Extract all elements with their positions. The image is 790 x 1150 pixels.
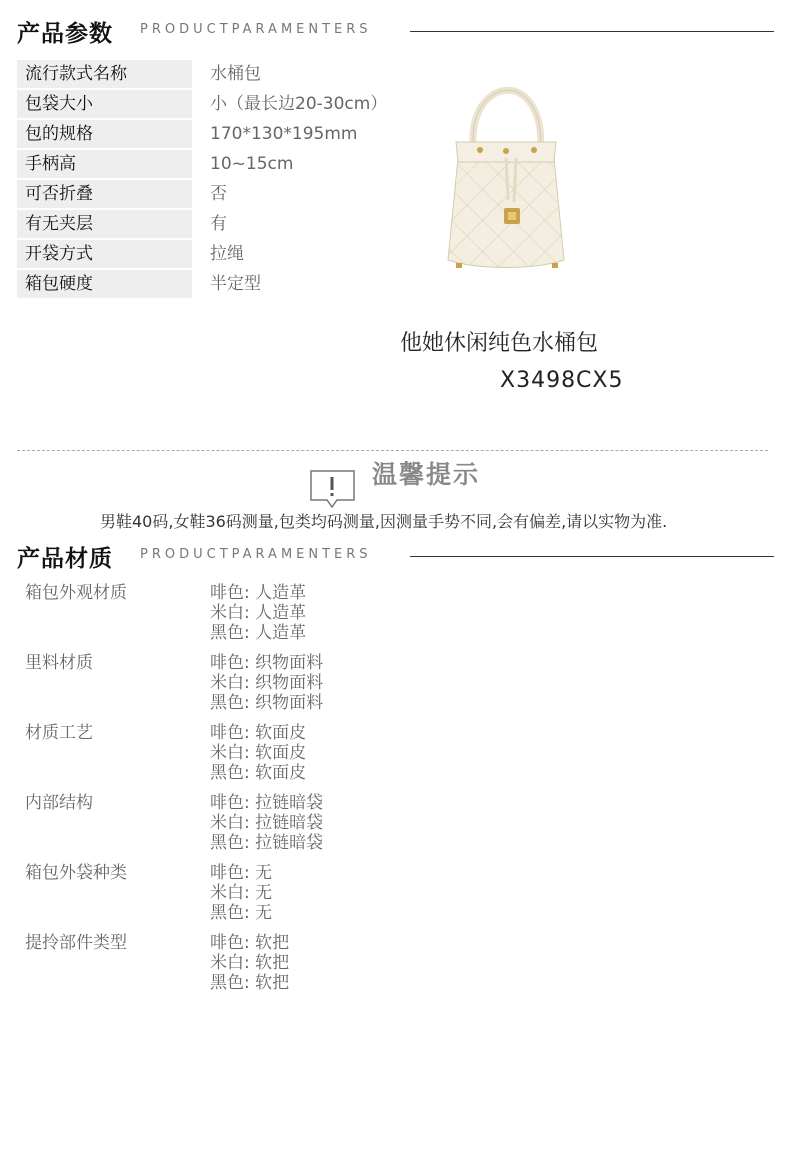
params-section-header: [0, 7, 790, 47]
params-table: [17, 60, 417, 300]
material-row: [25, 793, 525, 863]
material-value: 黑色: 无: [210, 903, 273, 923]
header-divider: [410, 556, 774, 557]
param-row: [17, 240, 417, 270]
dashed-divider: [17, 450, 768, 451]
material-value: 米白: 人造革: [210, 603, 307, 623]
material-row: [25, 653, 525, 723]
param-value: 170*130*195mm: [210, 124, 358, 144]
material-row: [25, 933, 525, 1003]
material-value: 黑色: 织物面料: [210, 693, 324, 713]
material-value: 米白: 织物面料: [210, 673, 324, 693]
param-value: 水桶包: [210, 64, 261, 84]
param-row: [17, 270, 417, 300]
param-value: 半定型: [210, 274, 261, 294]
param-row: [17, 180, 417, 210]
material-value: 黑色: 软面皮: [210, 763, 307, 783]
material-value: 啡色: 拉链暗袋: [210, 793, 324, 813]
material-section-header: [0, 532, 790, 572]
params-section-title: 产品参数: [17, 21, 113, 47]
material-section-title: 产品材质: [17, 546, 113, 572]
param-row: [17, 60, 417, 90]
material-row: [25, 723, 525, 793]
material-values: [210, 793, 323, 853]
material-label: 箱包外袋种类: [25, 863, 127, 883]
material-value: 黑色: 软把: [210, 973, 290, 993]
param-row: [17, 120, 417, 150]
param-row: [17, 90, 417, 120]
material-row: [25, 863, 525, 933]
param-label: 开袋方式: [17, 240, 192, 268]
param-value: 小（最长边20-30cm）: [210, 94, 388, 114]
material-values: [210, 653, 323, 713]
material-label: 提拎部件类型: [25, 933, 127, 953]
param-row: [17, 210, 417, 240]
material-label: 内部结构: [25, 793, 93, 813]
param-value: 10~15cm: [210, 154, 294, 174]
param-label: 包袋大小: [17, 90, 192, 118]
notice-text: 男鞋40码,女鞋36码测量,包类均码测量,因测量手势不同,会有偏差,请以实物为准.: [100, 512, 668, 531]
material-values: [210, 723, 306, 783]
product-image: [436, 80, 586, 275]
material-value: 啡色: 织物面料: [210, 653, 324, 673]
notice-title: 温馨提示: [372, 460, 481, 489]
material-values: [210, 933, 289, 993]
param-value: 有: [210, 214, 227, 234]
materials-list: [25, 583, 525, 1003]
param-label: 可否折叠: [17, 180, 192, 208]
param-row: [17, 150, 417, 180]
param-value: 否: [210, 184, 227, 204]
material-label: 材质工艺: [25, 723, 93, 743]
params-section-subtitle: PRODUCTPARAMENTERS: [140, 22, 372, 37]
material-label: 箱包外观材质: [25, 583, 127, 603]
material-value: 米白: 软把: [210, 953, 290, 973]
material-label: 里料材质: [25, 653, 93, 673]
param-label: 流行款式名称: [17, 60, 192, 88]
param-label: 包的规格: [17, 120, 192, 148]
material-row: [25, 583, 525, 653]
header-divider: [410, 31, 774, 32]
material-section-subtitle: PRODUCTPARAMENTERS: [140, 547, 372, 562]
param-label: 有无夹层: [17, 210, 192, 238]
param-label: 手柄高: [17, 150, 192, 178]
material-value: 黑色: 拉链暗袋: [210, 833, 324, 853]
material-values: [210, 863, 272, 923]
param-value: 拉绳: [210, 244, 244, 264]
material-value: 啡色: 人造革: [210, 583, 307, 603]
material-values: [210, 583, 306, 643]
notice-icon: [310, 470, 355, 508]
material-value: 黑色: 人造革: [210, 623, 307, 643]
material-value: 啡色: 软把: [210, 933, 290, 953]
param-label: 箱包硬度: [17, 270, 192, 298]
material-value: 米白: 拉链暗袋: [210, 813, 324, 833]
product-model: X3498CX5: [500, 368, 624, 393]
product-caption: 他她休闲纯色水桶包: [400, 331, 599, 356]
material-value: 啡色: 无: [210, 863, 273, 883]
material-value: 米白: 软面皮: [210, 743, 307, 763]
material-value: 啡色: 软面皮: [210, 723, 307, 743]
material-value: 米白: 无: [210, 883, 273, 903]
